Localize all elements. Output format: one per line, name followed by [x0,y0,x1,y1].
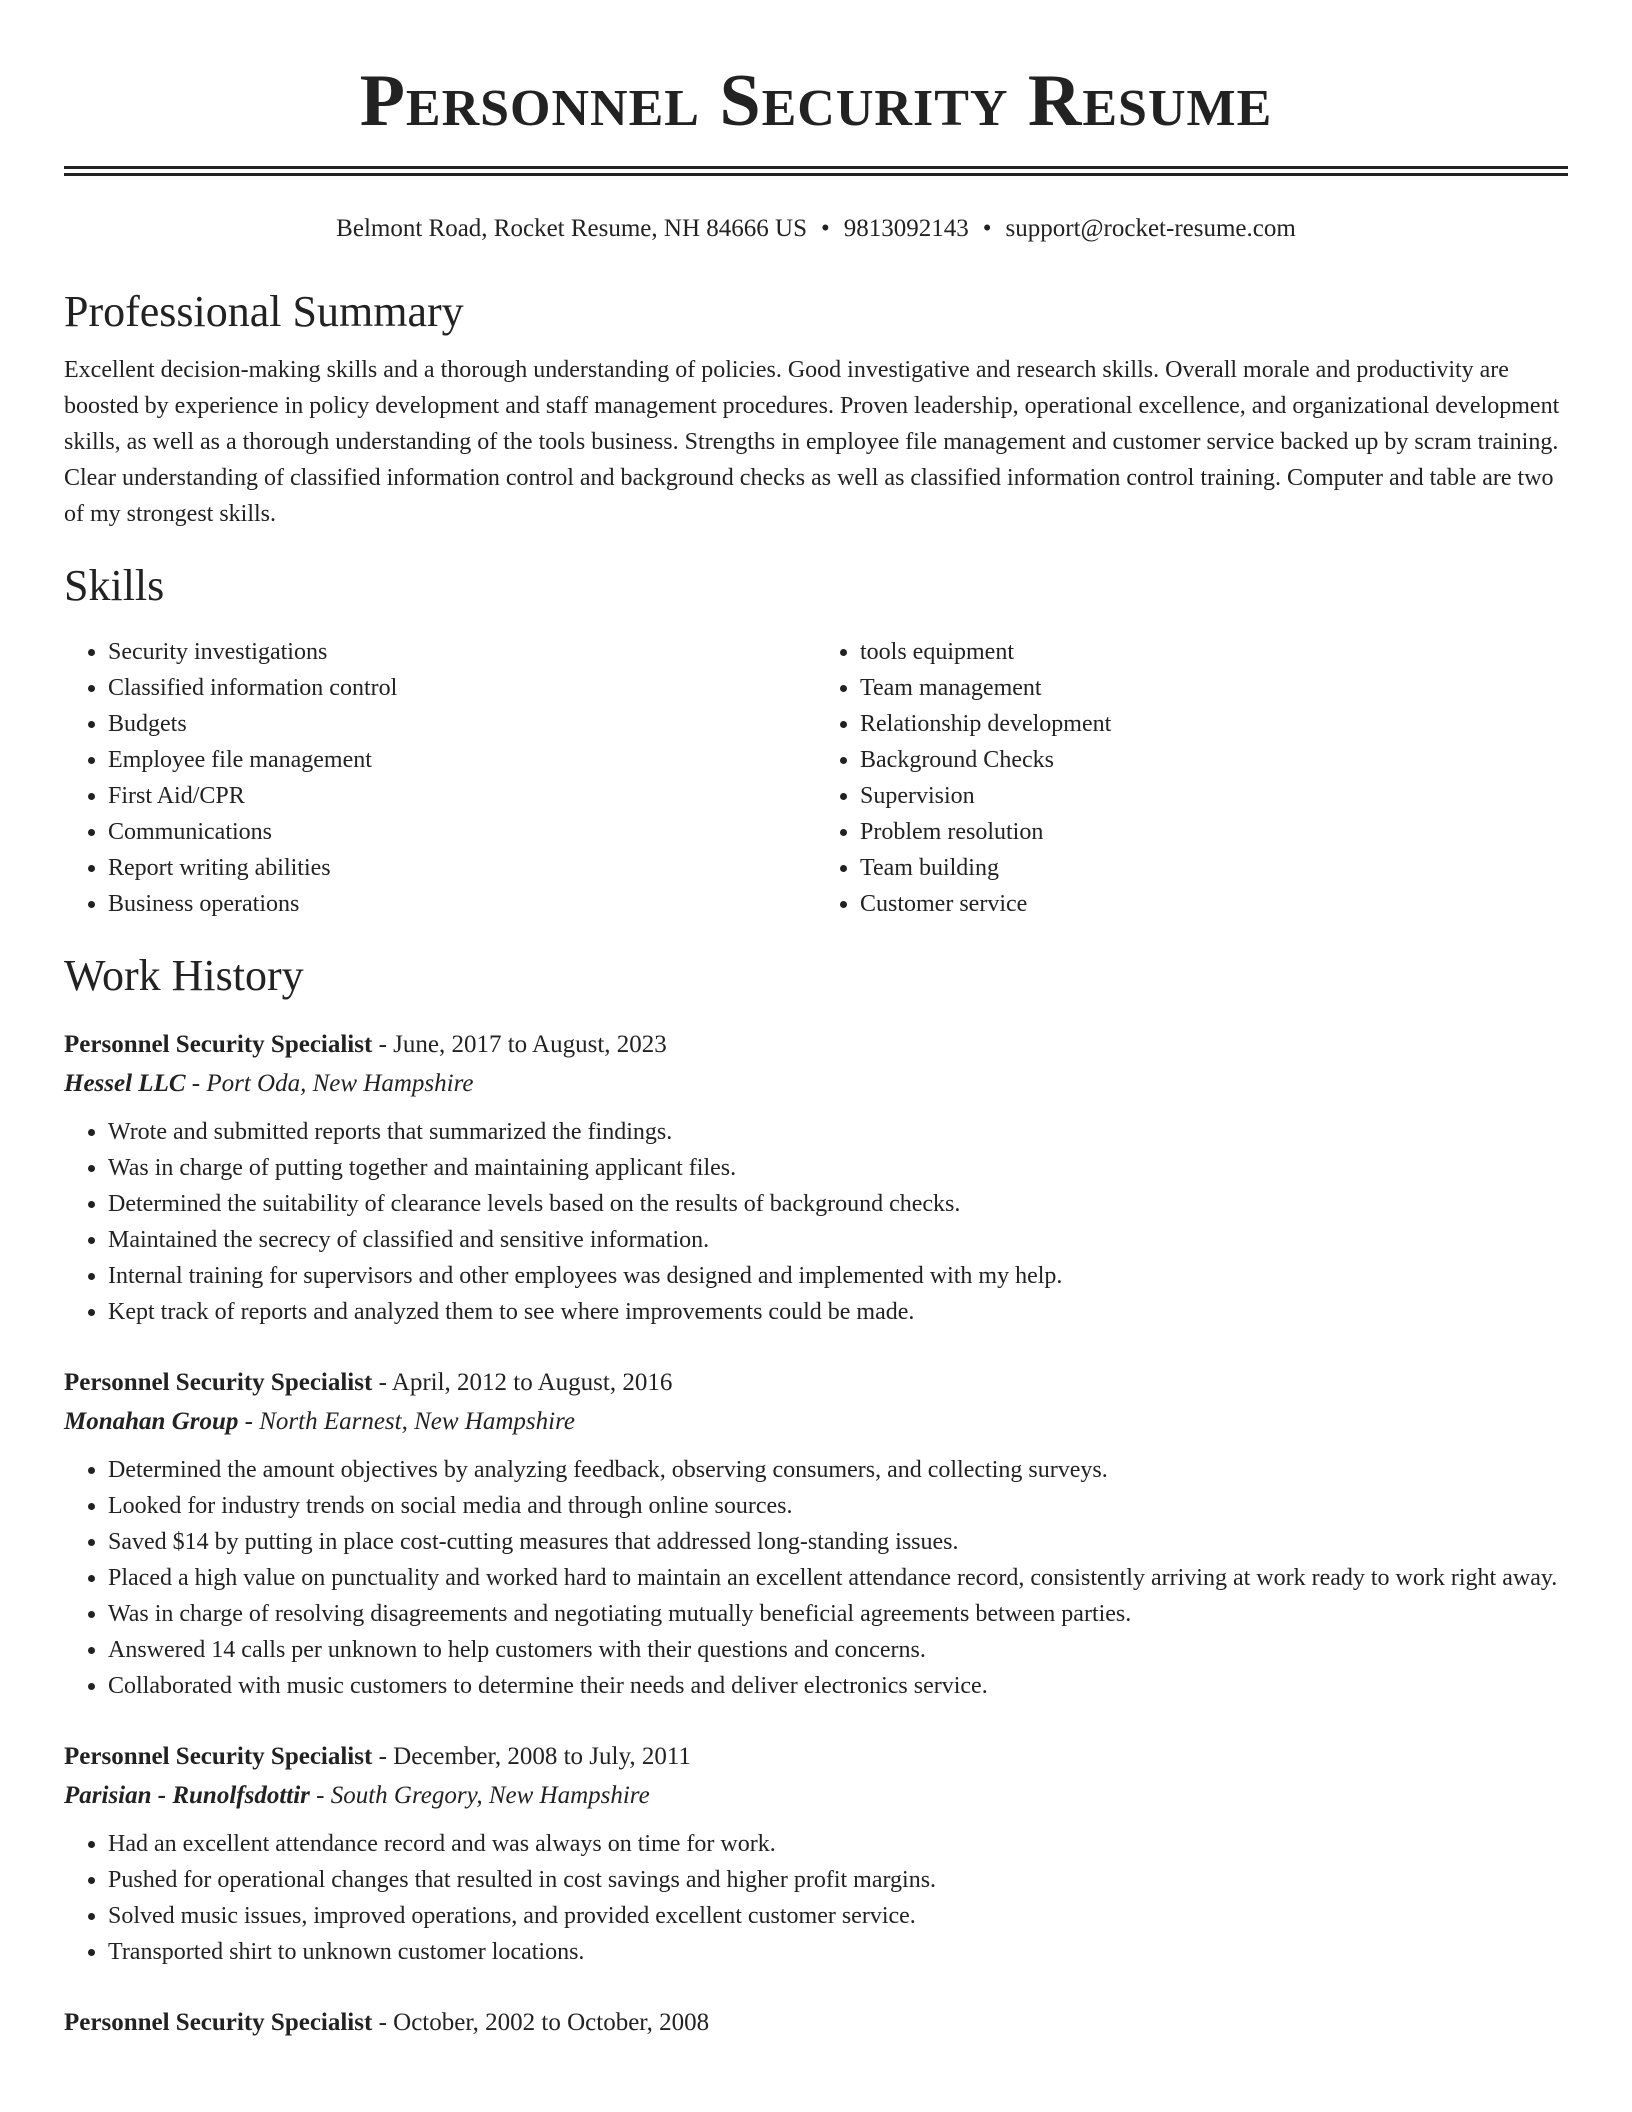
job-bullets [64,1114,1568,1330]
job-title: Personnel Security Specialist [64,2009,373,2036]
work-history-heading: Work History [64,951,304,1000]
skills-list-right [816,634,1568,922]
job-company: Parisian - Runolfsdottir [64,1782,310,1809]
skills-columns [64,634,1568,922]
job-dates: - June, 2017 to August, 2023 [372,1031,667,1058]
skill-item: • Security investigations [108,634,816,670]
skill-item: • First Aid/CPR [108,778,816,814]
skills-heading: Skills [64,561,165,610]
contact-separator: • [982,215,992,242]
job-title-line [64,1364,1568,1402]
job-entry [64,1738,1568,1970]
job-entry [64,2004,1568,2042]
job-title-line [64,1026,1568,1064]
skill-item: • Team building [860,850,1568,886]
skill-item: • Business operations [108,886,816,922]
job-bullet: • Determined the suitability of clearance levels based on the results of background checks. [108,1186,1568,1222]
job-bullet: • Was in charge of resolving disagreements and negotiating mutually beneficial agreements between parties. [108,1596,1568,1632]
job-bullet: • Was in charge of putting together and maintaining applicant files. [108,1150,1568,1186]
job-company: Hessel LLC [64,1070,186,1097]
contact-email: support@rocket-resume.com [1005,215,1296,242]
job-dates: - April, 2012 to August, 2016 [372,1369,673,1396]
skill-item: • Budgets [108,706,816,742]
job-bullet: • Placed a high value on punctuality and worked hard to maintain an excellent attendance record, consistently arriving at work ready to work right away. [108,1560,1568,1596]
job-company-line [64,1402,1568,1442]
title-double-rule [64,166,1568,176]
job-bullet: • Looked for industry trends on social media and through online sources. [108,1488,1568,1524]
job-bullets [64,1826,1568,1970]
job-dates: - October, 2002 to October, 2008 [372,2009,710,2036]
skill-item: • Problem resolution [860,814,1568,850]
job-entry [64,1364,1568,1704]
job-location: - North Earnest, New Hampshire [238,1408,575,1435]
job-bullet: • Solved music issues, improved operations, and provided excellent customer service. [108,1898,1568,1934]
skill-item: • Relationship development [860,706,1568,742]
skill-item: • Customer service [860,886,1568,922]
skill-item: • Classified information control [108,670,816,706]
job-bullet: • Answered 14 calls per unknown to help customers with their questions and concerns. [108,1632,1568,1668]
job-title: Personnel Security Specialist [64,1031,373,1058]
skills-list-left [64,634,816,922]
contact-line [64,212,1568,246]
skill-item: • tools equipment [860,634,1568,670]
job-bullet: • Transported shirt to unknown customer locations. [108,1934,1568,1970]
contact-separator: • [820,215,830,242]
skill-item: • Communications [108,814,816,850]
skill-item: • Team management [860,670,1568,706]
job-location: - South Gregory, New Hampshire [309,1782,650,1809]
job-bullet: • Maintained the secrecy of classified and sensitive information. [108,1222,1568,1258]
skill-item: • Background Checks [860,742,1568,778]
contact-phone: 9813092143 [843,215,969,242]
job-company-line [64,1064,1568,1104]
job-dates: - December, 2008 to July, 2011 [372,1743,691,1770]
summary-heading: Professional Summary [64,287,464,336]
resume-title: Personnel Security Resume [359,60,1273,142]
job-bullet: • Wrote and submitted reports that summarized the findings. [108,1114,1568,1150]
job-location: - Port Oda, New Hampshire [185,1070,474,1097]
summary-text: Excellent decision-making skills and a thorough understanding of policies. Good investigative and research skills. Overall morale and productivity are boosted by experience in policy development and staff management procedures. Proven leadership, operational excellence, and organizational development skills, as well as a thorough understanding of the tools business. Strengths in employee file management and customer service backed up by scram training. Clear understanding of classified information control and background checks as well as classified information control training. Computer and table are two of my strongest skills. [64,357,1560,527]
skill-item: • Report writing abilities [108,850,816,886]
job-company-line [64,1776,1568,1816]
job-title-line [64,1738,1568,1776]
job-bullets [64,1452,1568,1704]
contact-address: Belmont Road, Rocket Resume, NH 84666 US [336,215,807,242]
job-bullet: • Kept track of reports and analyzed them to see where improvements could be made. [108,1294,1568,1330]
job-title: Personnel Security Specialist [64,1743,373,1770]
skill-item: • Supervision [860,778,1568,814]
job-entry [64,1026,1568,1330]
job-bullet: • Determined the amount objectives by analyzing feedback, observing consumers, and collecting surveys. [108,1452,1568,1488]
job-bullet: • Had an excellent attendance record and was always on time for work. [108,1826,1568,1862]
job-bullet: • Saved $14 by putting in place cost-cutting measures that addressed long-standing issues. [108,1524,1568,1560]
job-title: Personnel Security Specialist [64,1369,373,1396]
job-bullet: • Internal training for supervisors and other employees was designed and implemented with my help. [108,1258,1568,1294]
job-company: Monahan Group [64,1408,239,1435]
job-bullet: • Pushed for operational changes that resulted in cost savings and higher profit margins. [108,1862,1568,1898]
job-title-line [64,2004,1568,2042]
job-bullet: • Collaborated with music customers to determine their needs and deliver electronics service. [108,1668,1568,1704]
skill-item: • Employee file management [108,742,816,778]
